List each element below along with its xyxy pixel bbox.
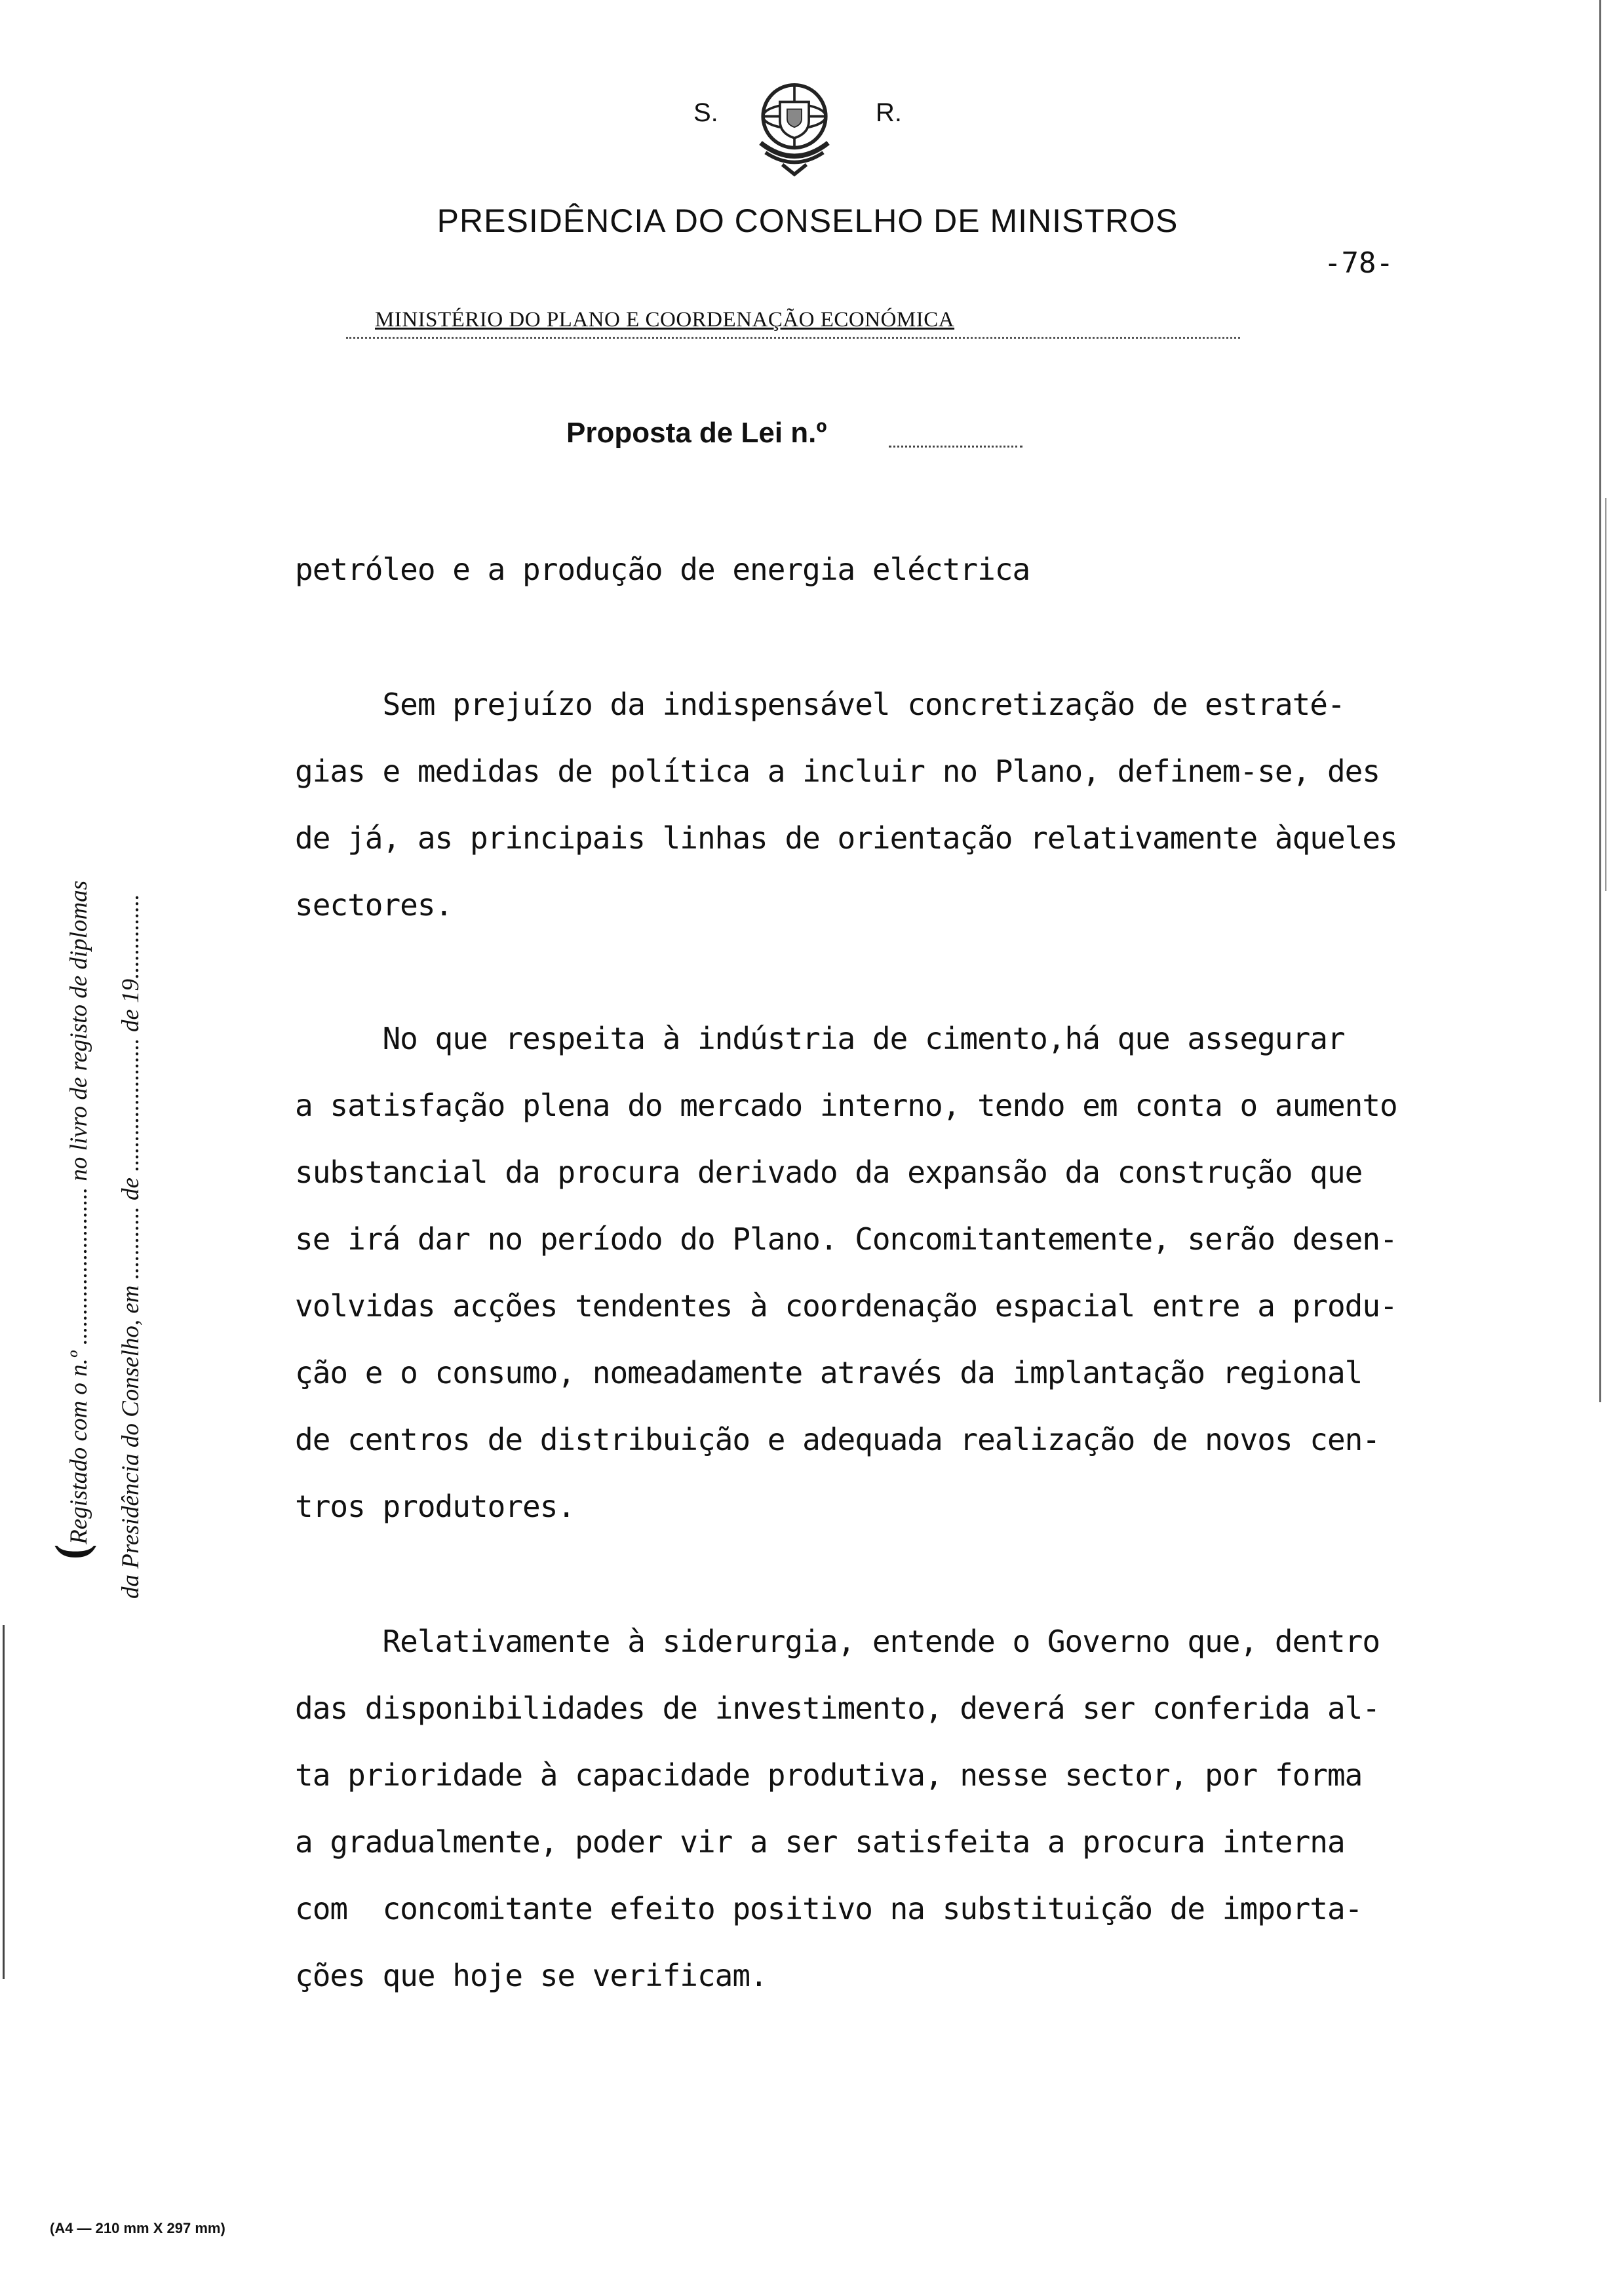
body-line: a satisfação plena do mercado interno, tendo em conta o aumento (295, 1088, 1397, 1123)
ministry-name: MINISTÉRIO DO PLANO E COORDENAÇÃO ECONÓMICA (375, 308, 955, 332)
body-line: das disponibilidades de investimento, deverá ser conferida al- (295, 1691, 1380, 1726)
paper-size-note: (A4 — 210 mm X 297 mm) (50, 2220, 225, 2236)
registry-text-1: Registado com o n.º .......................... no livro de registo de diplomas (66, 880, 92, 1544)
body-line: tros produtores. (295, 1489, 575, 1524)
scan-edge-line (1605, 498, 1606, 891)
body-line: petróleo e a produção de energia eléctrica (295, 552, 1030, 587)
coat-of-arms-icon (734, 68, 855, 189)
bracket-mark: ( (47, 1544, 97, 1559)
body-line: No que respeita à indústria de cimento,há que assegurar (295, 1021, 1345, 1056)
presidency-heading: PRESIDÊNCIA DO CONSELHO DE MINISTROS (437, 202, 1178, 239)
body-line: ção e o consumo, nomeadamente através da implantação regional (295, 1355, 1363, 1390)
body-line: ta prioridade à capacidade produtiva, nesse sector, por forma (295, 1757, 1363, 1793)
body-line: de centros de distribuição e adequada realização de novos cen- (295, 1422, 1380, 1457)
body-line: se irá dar no período do Plano. Concomitantemente, serão desen- (295, 1221, 1397, 1257)
seal-letter-r: R. (876, 98, 902, 127)
body-line: a gradualmente, poder vir a ser satisfeita a procura interna (295, 1824, 1345, 1860)
page-number: -78- (1324, 246, 1393, 280)
body-line: sectores. (295, 887, 453, 923)
proposal-label: Proposta de Lei n.º (566, 417, 827, 449)
body-line: ções que hoje se verificam. (295, 1958, 768, 1993)
seal-letter-s: S. (693, 98, 718, 127)
registry-margin-line-2: da Presidência do Conselho, em ............ de ...................... de 19.............. (117, 894, 144, 1599)
registry-margin-line-1 (46, 881, 98, 1559)
body-line: Sem prejuízo da indispensável concretização de estraté- (295, 687, 1345, 722)
proposal-number-blank (889, 426, 1022, 448)
body-line: substancial da procura derivado da expansão da construção que (295, 1155, 1363, 1190)
body-line: gias e medidas de política a incluir no Plano, definem-se, des (295, 754, 1380, 789)
body-line: volvidas acções tendentes à coordenação espacial entre a produ- (295, 1288, 1397, 1324)
body-line: Relativamente à siderurgia, entende o Governo que, dentro (295, 1624, 1380, 1659)
scan-edge-line (3, 1625, 5, 1979)
body-line: de já, as principais linhas de orientação relativamente àqueles (295, 820, 1397, 856)
body-line: com concomitante efeito positivo na substituição de importa- (295, 1891, 1363, 1926)
